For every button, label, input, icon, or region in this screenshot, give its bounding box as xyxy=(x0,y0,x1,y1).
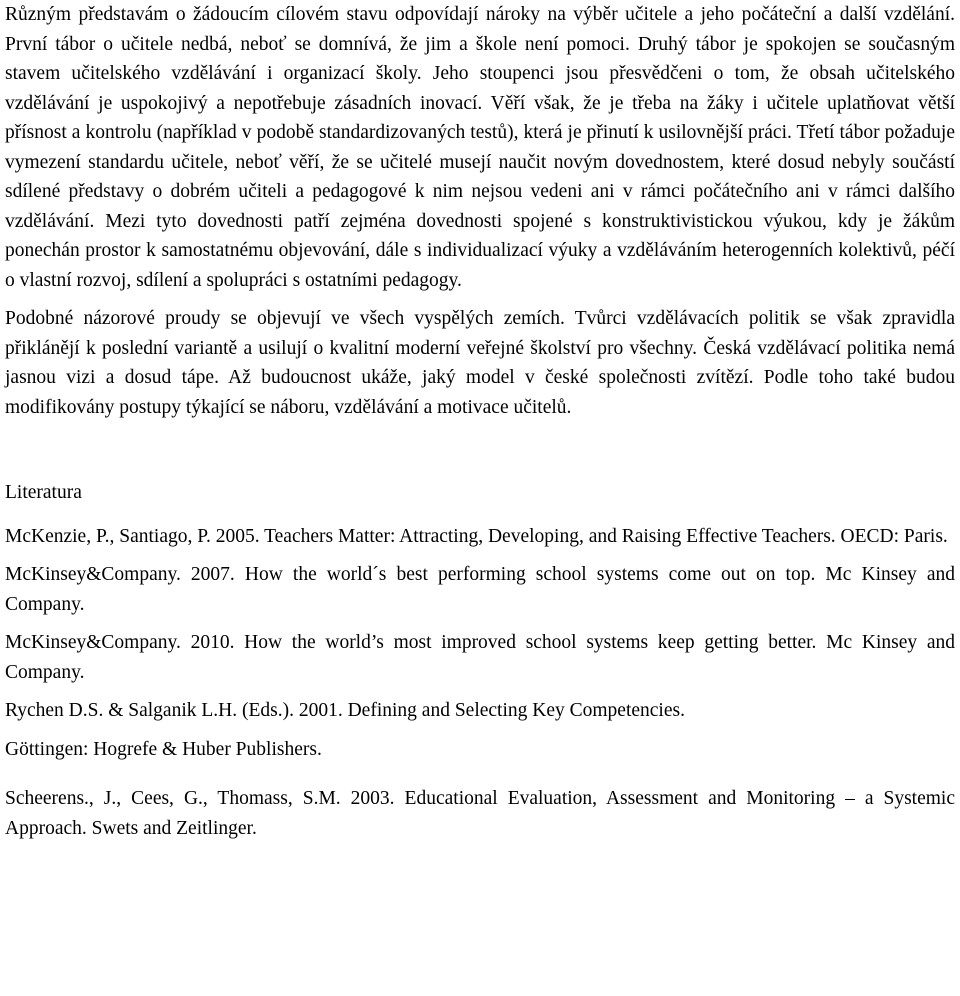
reference-item: McKenzie, P., Santiago, P. 2005. Teachers Matter: Attracting, Developing, and Raising Effective Teachers. OECD: Paris. xyxy=(5,525,948,547)
reference-item: McKinsey&Company. 2007. How the world´s best performing school systems come out on top. Mc Kinsey and Company. xyxy=(5,564,955,615)
reference-item: Rychen D.S. & Salganik L.H. (Eds.). 2001. Defining and Selecting Key Competencies. xyxy=(5,700,685,721)
document-page xyxy=(5,0,955,843)
body-paragraph: Různým představám o žádoucím cílovém stavu odpovídají nároky na výběr učitele a jeho počáteční a další vzdělání. První tábor o učitele nedbá, neboť se domnívá, že jim a škole není pomoci. Druhý tábor je spokojen se současným stavem učitelského vzdělávání i organizací školy. Jeho stoupenci jsou přesvědčeni o tom, že obsah učitelského vzdělávání je uspokojivý a nepotřebuje zásadních inovací. Věří však, že je třeba na žáky i učitele uplatňovat větší přísnost a kontrolu (například v podobě standardizovaných testů), která je přinutí k usilovnější práci. Třetí tábor požaduje vymezení standardu učitele, neboť věří, že se učitelé musejí naučit novým dovednostem, které dosud nebyly součástí sdílené představy o dobrém učiteli a pedagogové k nim nejsou vedeni ani v rámci počátečního ani v rámci dalšího vzdělávání. Mezi tyto dovednosti patří zejména dovednosti spojené s konstruktivistickou výukou, kdy je žákům ponechán prostor k samostatnému objevování, dále s individualizací výuky a vzděláváním heterogenních kolektivů, péčí o vlastní rozvoj, sdílení a spolupráci s ostatními pedagogy. xyxy=(5,4,955,291)
reference-item: Scheerens., J., Cees, G., Thomass, S.M. 2003. Educational Evaluation, Assessment and Monitoring – a Systemic Approach. Swets and Zeitlinger. xyxy=(5,788,955,839)
literature-heading: Literatura xyxy=(5,482,82,503)
body-paragraph: Podobné názorové proudy se objevují ve všech vyspělých zemích. Tvůrci vzdělávacích politik se však zpravidla přiklánějí k poslední variantě a usilují o kvalitní moderní veřejné školství pro všechny. Česká vzdělávací politika nemá jasnou vizi a dosud tápe. Až budoucnost ukáže, jaký model v české společnosti zvítězí. Podle toho také budou modifikovány postupy týkající se náboru, vzdělávání a motivace učitelů. xyxy=(5,308,955,418)
reference-item: Göttingen: Hogrefe & Huber Publishers. xyxy=(5,738,322,760)
reference-item: McKinsey&Company. 2010. How the world’s most improved school systems keep getting better. Mc Kinsey and Company. xyxy=(5,632,955,683)
